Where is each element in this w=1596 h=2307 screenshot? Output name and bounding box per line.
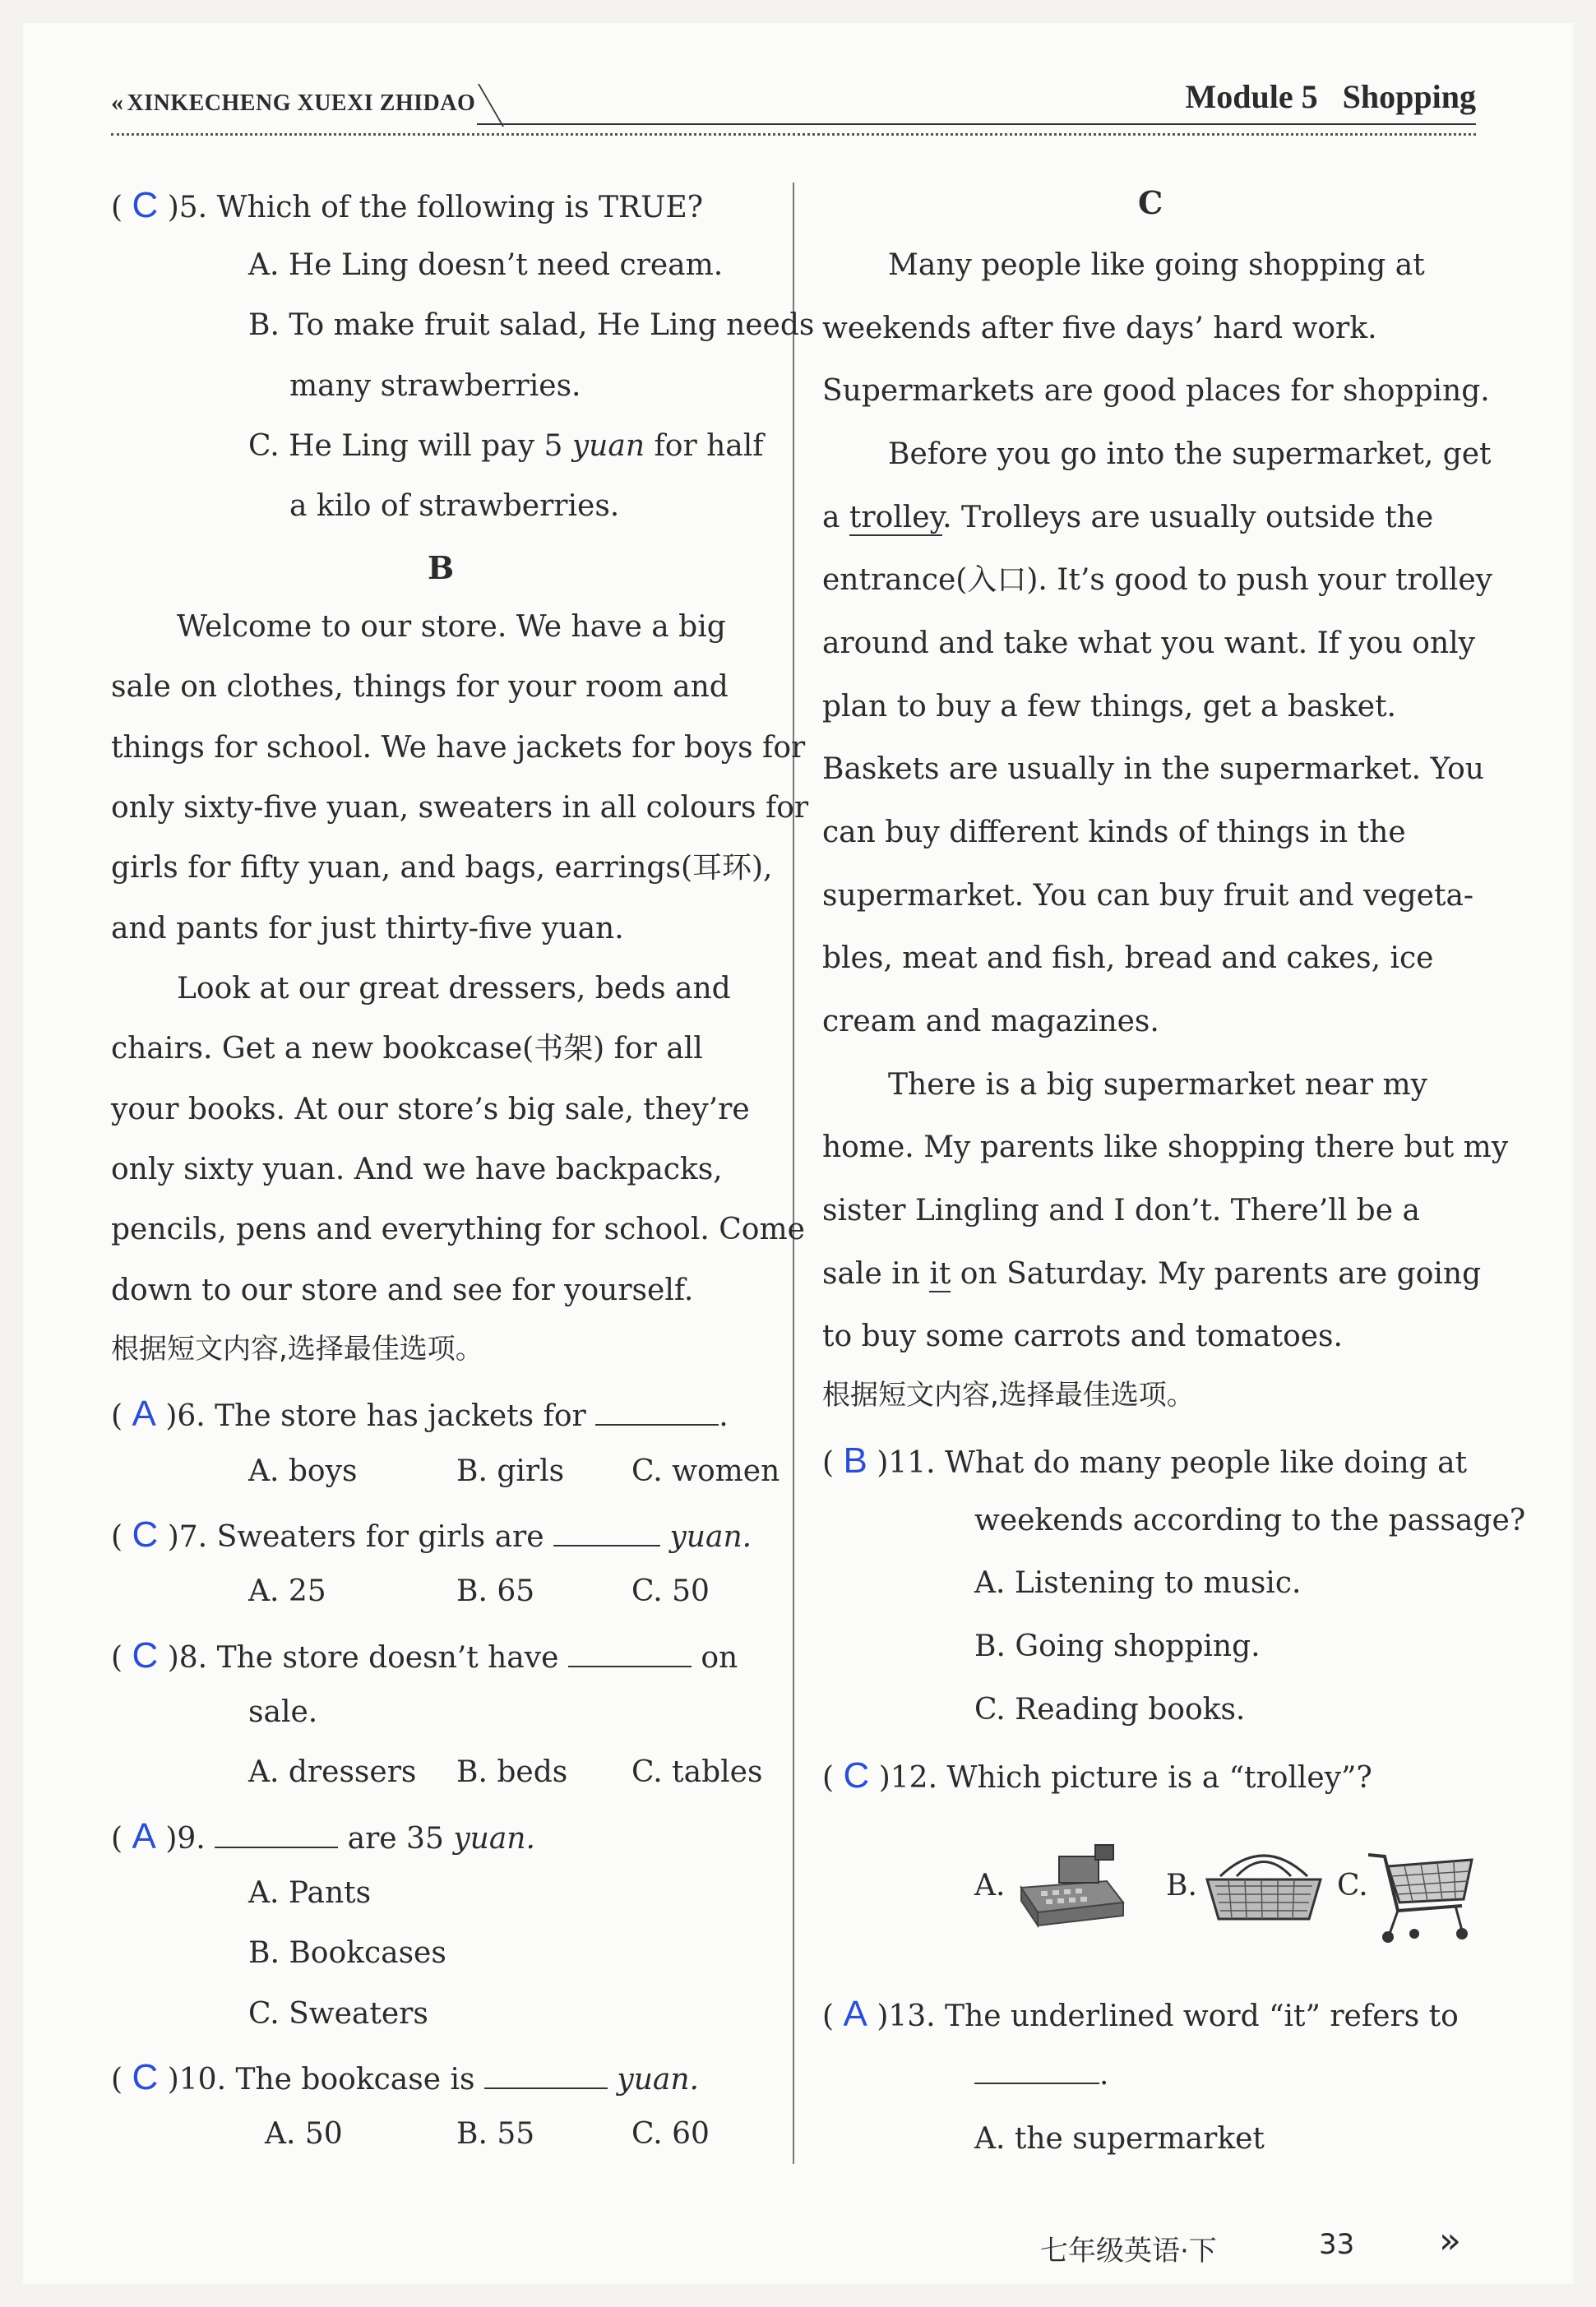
passage-line: Before you go into the supermarket, get — [888, 437, 1492, 471]
module-title: Module 5 Shopping — [1185, 78, 1476, 115]
option-b: B. Bookcases — [248, 1936, 446, 1970]
option-c: C. tables — [631, 1755, 763, 1789]
answer-mark: C — [843, 1755, 870, 1796]
passage-line: Baskets are usually in the supermarket. You — [822, 752, 1484, 786]
header-dotted-rule — [111, 133, 1476, 136]
question-13: ( A )13. The underlined word “it” refers to — [822, 1994, 1459, 2034]
option-b-label: B. — [1166, 1869, 1197, 1902]
answer-mark: A — [132, 1394, 156, 1434]
question-5: ( C )5. Which of the following is TRUE? — [111, 185, 704, 225]
shopping-trolley-icon — [1365, 1848, 1477, 1945]
passage-line: a trolley. Trolleys are usually outside the — [822, 501, 1434, 534]
passage-line: only sixty yuan. And we have backpacks, — [111, 1153, 723, 1186]
instruction: 根据短文内容,选择最佳选项。 — [111, 1333, 483, 1366]
series-title: « XINKECHENG XUEXI ZHIDAO — [111, 89, 476, 116]
instruction: 根据短文内容,选择最佳选项。 — [822, 1379, 1195, 1412]
option-c: C. women — [631, 1454, 780, 1488]
passage-line: plan to buy a few things, get a basket. — [822, 690, 1396, 724]
book-title: 七年级英语·下 — [1040, 2235, 1217, 2268]
column-divider — [793, 183, 794, 2164]
passage-line: There is a big supermarket near my — [888, 1068, 1427, 1102]
option-b: B. girls — [456, 1454, 565, 1488]
passage-line: weekends after five days’ hard work. — [822, 312, 1377, 345]
passage-line: pencils, pens and everything for school. Come — [111, 1213, 805, 1246]
answer-mark: C — [132, 185, 159, 225]
shopping-basket-icon — [1204, 1843, 1324, 1926]
option-a: A. Pants — [248, 1876, 372, 1910]
option-c: C. Sweaters — [248, 1997, 428, 2031]
option-b: B. Going shopping. — [974, 1630, 1261, 1663]
question-8: ( C )8. The store doesn’t have on — [111, 1635, 738, 1676]
option-b: B. 55 — [456, 2117, 535, 2151]
passage-line: can buy different kinds of things in the — [822, 816, 1406, 849]
passage-line: your books. At our store’s big sale, they’re — [111, 1093, 750, 1126]
question-10: ( C )10. The bookcase is yuan. — [111, 2057, 699, 2097]
question-12: ( C )12. Which picture is a “trolley”? — [822, 1755, 1372, 1796]
question-11-cont: weekends according to the passage? — [974, 1504, 1526, 1537]
question-11: ( B )11. What do many people like doing at — [822, 1440, 1468, 1481]
option-b-cont: many strawberries. — [289, 369, 581, 403]
double-chevron-left-icon: « — [111, 89, 124, 116]
option-a: A. 50 — [265, 2117, 343, 2151]
passage-line: things for school. We have jackets for boys for — [111, 731, 806, 765]
option-a: A. the supermarket — [974, 2122, 1265, 2156]
passage-line: Many people like going shopping at — [888, 248, 1425, 282]
passage-line: Welcome to our store. We have a big — [177, 610, 726, 644]
answer-mark: C — [132, 2057, 159, 2097]
passage-line: and pants for just thirty-five yuan. — [111, 912, 624, 945]
option-b: B. 65 — [456, 1574, 535, 1608]
answer-mark: A — [843, 1994, 867, 2034]
question-7: ( C )7. Sweaters for girls are yuan. — [111, 1514, 752, 1555]
passage-line: girls for fifty yuan, and bags, earrings(耳环), — [111, 851, 773, 885]
option-b: B. To make fruit salad, He Ling needs — [248, 308, 815, 342]
answer-mark: A — [132, 1816, 156, 1856]
answer-mark: C — [132, 1514, 159, 1555]
option-a: A. 25 — [248, 1574, 326, 1608]
option-c-label: C. — [1337, 1869, 1368, 1902]
passage-line: entrance(入口). It’s good to push your trolley — [822, 563, 1492, 597]
double-chevron-right-icon: » — [1439, 2220, 1461, 2262]
page-number: 33 — [1319, 2228, 1355, 2261]
option-c-cont: a kilo of strawberries. — [289, 489, 620, 523]
passage-line: chairs. Get a new bookcase(书架) for all — [111, 1032, 703, 1066]
option-c: C. 60 — [631, 2117, 710, 2151]
passage-line: only sixty-five yuan, sweaters in all colours for — [111, 791, 809, 825]
answer-mark: B — [843, 1440, 867, 1481]
passage-line: sale in it on Saturday. My parents are going — [822, 1257, 1482, 1291]
option-a-label: A. — [974, 1869, 1006, 1902]
option-b: B. beds — [456, 1755, 568, 1789]
underlined-word-trolley: trolley — [849, 501, 943, 534]
option-a: A. He Ling doesn’t need cream. — [248, 248, 724, 282]
option-c: C. Reading books. — [974, 1693, 1246, 1727]
passage-line: down to our store and see for yourself. — [111, 1274, 694, 1307]
passage-line: Look at our great dressers, beds and — [177, 972, 731, 1006]
question-8-cont: sale. — [248, 1695, 318, 1729]
question-13-blank: . — [974, 2060, 1108, 2090]
passage-line: Supermarkets are good places for shopping. — [822, 374, 1490, 408]
underlined-word-it: it — [929, 1257, 951, 1291]
option-a: A. dressers — [248, 1755, 417, 1789]
section-heading-b: B — [428, 549, 455, 586]
answer-mark: C — [132, 1635, 159, 1676]
option-c: C. 50 — [631, 1574, 710, 1608]
passage-line: around and take what you want. If you only — [822, 626, 1476, 660]
passage-line: to buy some carrots and tomatoes. — [822, 1320, 1343, 1353]
question-6: ( A )6. The store has jackets for . — [111, 1394, 729, 1434]
passage-line: supermarket. You can buy fruit and vegeta- — [822, 879, 1474, 913]
option-c: C. He Ling will pay 5 yuan for half — [248, 429, 764, 463]
option-a: A. Listening to music. — [974, 1566, 1302, 1600]
passage-line: cream and magazines. — [822, 1005, 1159, 1038]
cash-register-icon — [1016, 1840, 1126, 1929]
question-9: ( A )9. are 35 yuan. — [111, 1816, 535, 1856]
passage-line: home. My parents like shopping there but my — [822, 1130, 1509, 1164]
passage-line: bles, meat and fish, bread and cakes, ice — [822, 941, 1434, 975]
section-heading-c: C — [1138, 184, 1163, 221]
header-rule — [477, 123, 1476, 125]
passage-line: sister Lingling and I don’t. There’ll be a — [822, 1194, 1420, 1227]
option-a: A. boys — [248, 1454, 358, 1488]
passage-line: sale on clothes, things for your room and — [111, 670, 729, 704]
